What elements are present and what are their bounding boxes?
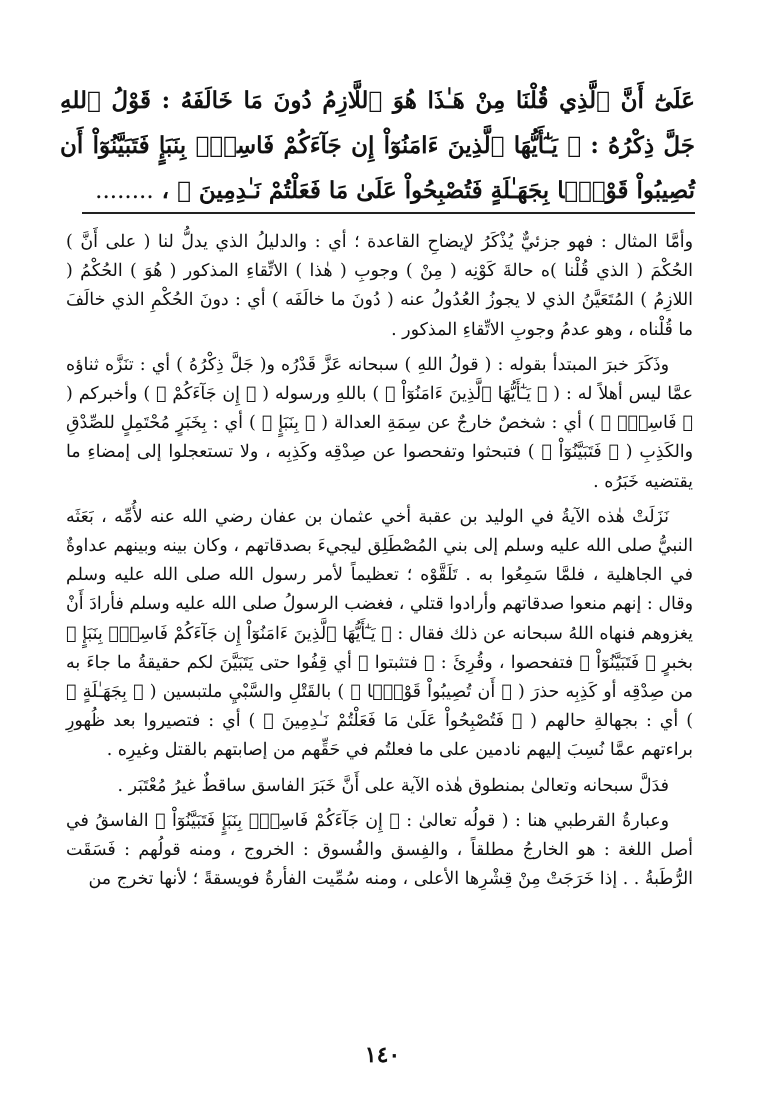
commentary-paragraph: وأمَّا المثال : فهو جزئيٌّ يُذْكَرُ لإيضاحِ القاعدة ؛ أي : والدليلُ الذي يدلُّ لنا ( على أَنَّ ) الحُكْمَ ( الذي قُلْنا )ه حالةَ كَوْنِه ( مِنْ ) وجوبِ ( هٰذا ) الاتِّقاءِ المذكور ( هُوَ ) الحُكْمُ ( اللازِمُ ) المُتَعَيَّنُ الذي لا يجوزُ العُدُولُ عنه ( دُونَ ما خالَفَه ) أي : دونَ الحُكْمِ الذي خالَفَ ما قُلْناه ، وهو عدمُ وجوبِ الاتِّقاءِ المذكور . xyxy=(66,232,693,340)
commentary-paragraph: وعبارةُ القرطبي هنا : ( قولُه تعالىٰ : ﴿ إِن جَآءَكُمْ فَاسِقُۢ بِنَبَإٍ فَتَبَيَّنُوٓاْ ﴾ الفاسقُ في أصل اللغة : هو الخارجُ مطلقاً ، والفِسق والفُسوق : الخروج ، ومنه قولُهم : فَسَقَت الرُّطَبةُ . . إذا خَرَجَتْ مِنْ قِشْرِها الأعلى ، ومنه سُمِّيت الفأرةُ فويسقةً ؛ لأنها تخرج من xyxy=(66,810,693,890)
page-number: ١٤٠ xyxy=(364,1042,401,1068)
commentary-paragraph: وذَكَرَ خبرَ المبتدأ بقوله : ( قولُ اللهِ ) سبحانه عَزَّ قَدْرُه و( جَلَّ ذِكْرُهُ ) أي : تنَزَّه ثناؤه عمَّا ليس أهلاً له : ( ﴿ يَـٰٓأَيُّهَا ٱلَّذِينَ ءَامَنُوٓاْ ﴾ ) باللهِ ورسوله ( ﴿ إِن جَآءَكُمْ ﴾ ) وأخبركم ( ﴿ فَاسِقُۢ ﴾ ) أي : شخصٌ خارجٌ عن سِمَةِ العدالة ( ﴿ بِنَبَإٍ ﴾ ) أي : بِخَبَرٍ مُحْتَمِلٍ للصِّدْقِ والكَذِبِ ( ﴿ فَتَبَيَّنُوٓاْ ﴾ ) فتبحثوا وتفحصوا عن صِدْقِه وكَذِبِه ، ولا تستعجلوا إلى إمضاءِ ما يقتضيه خَبَرُه . xyxy=(66,354,693,492)
main-text: عَلَىٰٓ أَنَّ ٱلَّذِي قُلْنَا مِنْ هَـٰذَا هُوَ ٱللَّازِمُ دُونَ مَا خَالَفَهُ : قَوْلُ ٱللهِ جَلَّ ذِكْرُهُ : ﴿ يَـٰٓأَيُّهَا ٱلَّذِينَ ءَامَنُوٓاْ إِن جَآءَكُمْ فَاسِقُۢ بِنَبَإٍ فَتَبَيَّنُوٓاْ أَن تُصِيبُواْ قَوْمًۢا بِجَهَـٰلَةٍ فَتُصْبِحُواْ عَلَىٰ مَا فَعَلْتُمْ نَـٰدِمِينَ ﴾ ، xyxy=(60,87,695,204)
leader-dots: ........ xyxy=(95,178,154,204)
commentary-paragraph: نَزَلَتْ هٰذه الآيةُ في الوليد بن عقبة أخي عثمان بن عفان رضي الله عنه لأُمِّه ، بَعَثَه النبيُّ صلى الله عليه وسلم إلى بني المُصْطَلِق ليجيءَ بصدقاتهم ، وكان بينه وبينهم عداوةٌ في الجاهلية ، فلمَّا سَمِعُوا به . تَلَقَّوْه ؛ تعظيماً لأمر رسول الله صلى الله عليه وسلم وقال : إنهم منعوا صدقاتهم وأرادوا قتلي ، فغضب الرسولُ صلى الله عليه وسلم فأرادَ أَنْ يغزوهم فنهاه اللهُ سبحانه عن ذلك فقال : ﴿ يَـٰٓأَيُّهَا ٱلَّذِينَ ءَامَنُوٓاْ إِن جَآءَكُمْ فَاسِقُۢ بِنَبَإٍ ﴾ بخبرٍ ﴿ فَتَبَيَّنُوٓاْ ﴾ فتفحصوا ، وقُرِئَ : ﴿ فتثبتوا ﴾ أي قِفُوا حتى يَتَبَيَّنَ لكم حقيقةُ ما جاءَ به من صِدْقِه أو كَذِبِه حذرَ ( ﴿ أَن تُصِيبُواْ قَوْمًۢا ﴾ ) بالقَتْلِ والسَّبْيِ ملتبسين ( ﴿ بِجَهَـٰلَةٍ ﴾ ) أي : بجهالةِ حالهم ( ﴿ فَتُصْبِحُواْ عَلَىٰ مَا فَعَلْتُمْ نَـٰدِمِينَ ﴾ ) أي : فتصيروا بعد ظُهورِ براءتهم عمَّا نُسِبَ إليهم نادمين على ما فعلتُم في حَقِّهم من إصابتهم بالقتل وغيرِه . xyxy=(66,506,693,761)
commentary-block xyxy=(66,228,693,900)
separator-rule xyxy=(82,212,695,214)
main-text-block xyxy=(60,78,695,214)
commentary-paragraph: فدَلَّ سبحانه وتعالىٰ بمنطوق هٰذه الآية على أَنَّ خَبَرَ الفاسق ساقطٌ غيرُ مُعْتَبَر . xyxy=(117,775,669,796)
